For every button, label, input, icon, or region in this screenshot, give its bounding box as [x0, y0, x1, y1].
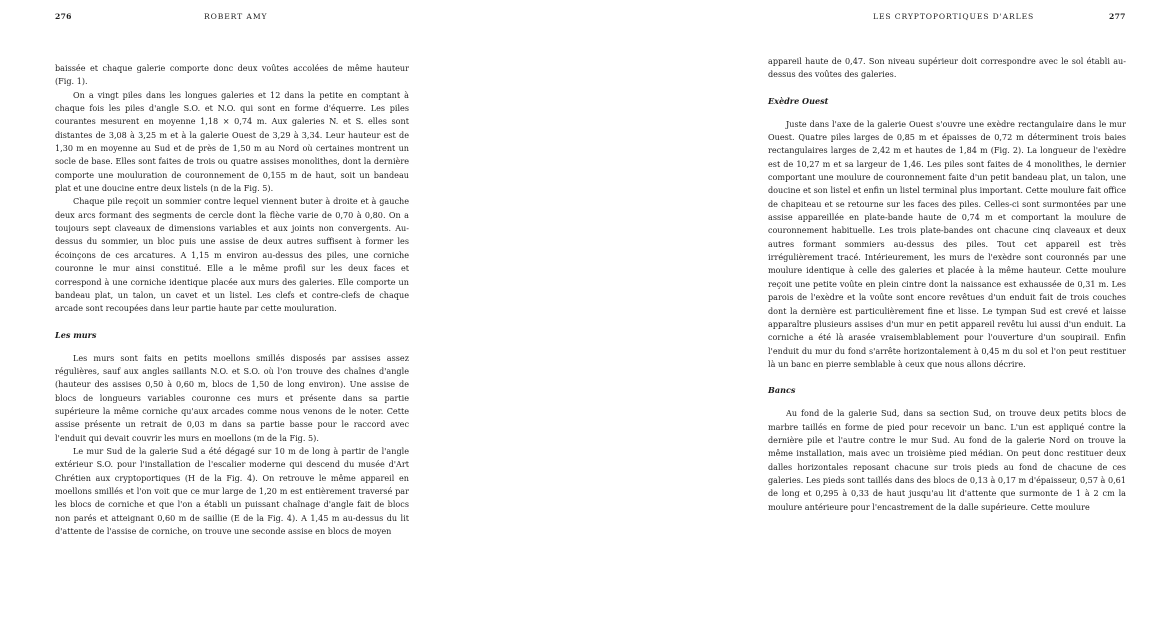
section-heading: Exèdre Ouest [768, 95, 829, 106]
running-head: ROBERT AMY [204, 12, 268, 21]
running-head: LES CRYPTOPORTIQUES D'ARLES [873, 12, 1035, 21]
section-heading: Bancs [768, 385, 796, 396]
text-column [55, 62, 409, 538]
page-number: 276 [55, 12, 72, 21]
text-column [768, 55, 1126, 514]
continued-paragraph: appareil haute de 0,47. Son niveau supérieur doit correspondre avec le sol établi au-dessus des voûtes des galeries. [768, 56, 1126, 80]
paragraph: On a vingt piles dans les longues galeries et 12 dans la petite en comptant à chaque fois les piles d'angle S.O. et N.O. qui sont en forme d'équerre. Les piles courantes mesurent en moyenne 1,18 × 0,74 m. Aux galeries N. et S. elles sont distantes de 3,08 à 3,25 m et à la galerie Ouest de 3,29 à 3,34. Leur hauteur est de 1,30 m en moyenne au Sud et de près de 1,50 m au Nord où certaines montrent un socle de base. Elles sont faites de trois ou quatre assises monolithes, dont la dernière comporte une mouluration de couronnement de 0,155 m de haut, soit un bandeau plat et une doucine entre deux listels (n de la Fig. 5). [55, 89, 409, 194]
paragraph: Au fond de la galerie Sud, dans sa section Sud, on trouve deux petits blocs de marbre taillés en forme de pied pour recevoir un banc. L'un est appliqué contre la dernière pile et l'autre contre le mur Sud. Au fond de la galerie Nord on trouve la même installation, mais avec un troisième pied médian. On peut donc restituer deux dalles horizontales reposant chacune sur trois pieds au fond de chacune de ces galeries. Les pieds sont taillés dans des blocs de 0,13 à 0,17 m d'épaisseur, 0,57 à 0,61 de long et 0,295 à 0,33 de haut jusqu'au lit d'attente que surmonte de 1 à 2 cm la moulure antérieure pour l'encastrement de la dalle supérieure. Cette moulure [768, 408, 1126, 512]
continued-paragraph: baissée et chaque galerie comporte donc deux voûtes accolées de même hauteur (Fig. 1). [55, 63, 409, 87]
paragraph: Les murs sont faits en petits moellons smillés disposés par assises assez régulières, sauf aux angles saillants N.O. et S.O. où l'on trouve des chaînes d'angle (hauteur des assises 0,50 à 0,60 m, blocs de 1,50 de long environ). Une assise de blocs de longueurs variables couronne ces murs et présente dans sa partie supérieure la même corniche qu'aux arcades comme nous venons de le noter. Cette assise présente un retrait de 0,03 m dans sa partie basse pour le raccord avec l'enduit qui devait couvrir les murs en moellons (m de la Fig. 5). [55, 352, 409, 443]
right-page [587, 0, 1175, 635]
left-page [0, 0, 587, 635]
paragraph: Juste dans l'axe de la galerie Ouest s'ouvre une exèdre rectangulaire dans le mur Ouest. Quatre piles larges de 0,85 m et épaisses de 0,72 m déterminent trois baies rectangulaires larges de 2,42 m et hautes de 1,84 m (Fig. 2). La longueur de l'exèdre est de 10,27 m et sa largeur de 1,46. Les piles sont faites de 4 monolithes, le dernier comportant une moulure de couronnement faite d'un petit bandeau plat, un talon, une doucine et son listel et enfin un listel terminal plus important. Cette moulure fait office de chapiteau et se retourne sur les faces des piles. Celles-ci sont surmontées par une assise appareillée en plate-bande haute de 0,74 m et comportant la moulure de couronnement habituelle. Les trois plate-bandes ont chacune cinq claveaux et deux autres formant sommiers au-dessus des piles. Tout cet appareil est très irrégulièrement tracé. Intérieurement, les murs de l'exèdre sont couronnés par une moulure identique à celle des galeries et placée à la même hauteur. Cette moulure reçoit une petite voûte en plein cintre dont la naissance est exhaussée de 0,31 m. Les parois de l'exèdre et la voûte sont encore revêtues d'un enduit fait de trois couches dont la dernière est particulièrement fine et lisse. Le tympan Sud est crevé et laisse apparaître plusieurs assises d'un mur en petit appareil revêtu lui aussi d'un enduit. La corniche a été là arasée vraisemblablement pour l'ouverture d'un soupirail. Enfin l'enduit du mur du fond s'arrête horizontalement à 0,45 m du sol et l'on peut restituer là un banc en pierre semblable à ceux que nous allons décrire. [768, 118, 1126, 369]
paragraph: Chaque pile reçoit un sommier contre lequel viennent buter à droite et à gauche deux arcs formant des segments de cercle dont la flèche varie de 0,70 à 0,80. On a toujours sept claveaux de dimensions variables et aux joints non convergents. Au-dessus du sommier, un bloc puis une assise de deux autres suffisent à former les écoinçons de ces arcatures. A 1,15 m environ au-dessus des piles, une corniche couronne le mur ainsi constitué. Elle a le même profil sur les deux faces et correspond à une corniche identique placée aux murs des galeries. Elle comporte un bandeau plat, un talon, un cavet et un listel. Les clefs et contre-clefs de chaque arcade sont recoupées dans leur partie haute par cette mouluration. [55, 196, 409, 314]
section-heading: Les murs [55, 329, 97, 340]
page-number: 277 [1109, 12, 1126, 21]
paragraph: Le mur Sud de la galerie Sud a été dégagé sur 10 m de long à partir de l'angle extérieur S.O. pour l'installation de l'escalier moderne qui descend du musée d'Art Chrétien aux cryptoportiques (H de la Fig. 4). On retrouve le même appareil en moellons smillés et l'on voit que ce mur large de 1,20 m est entièrement traversé par les blocs de corniche et que l'on a établi un puissant chaînage d'angle fait de blocs non parés et atteignant 0,60 m de saillie (E de la Fig. 4). A 1,45 m au-dessus du lit d'attente de l'assise de corniche, on trouve une seconde assise en blocs de moyen [55, 445, 409, 536]
